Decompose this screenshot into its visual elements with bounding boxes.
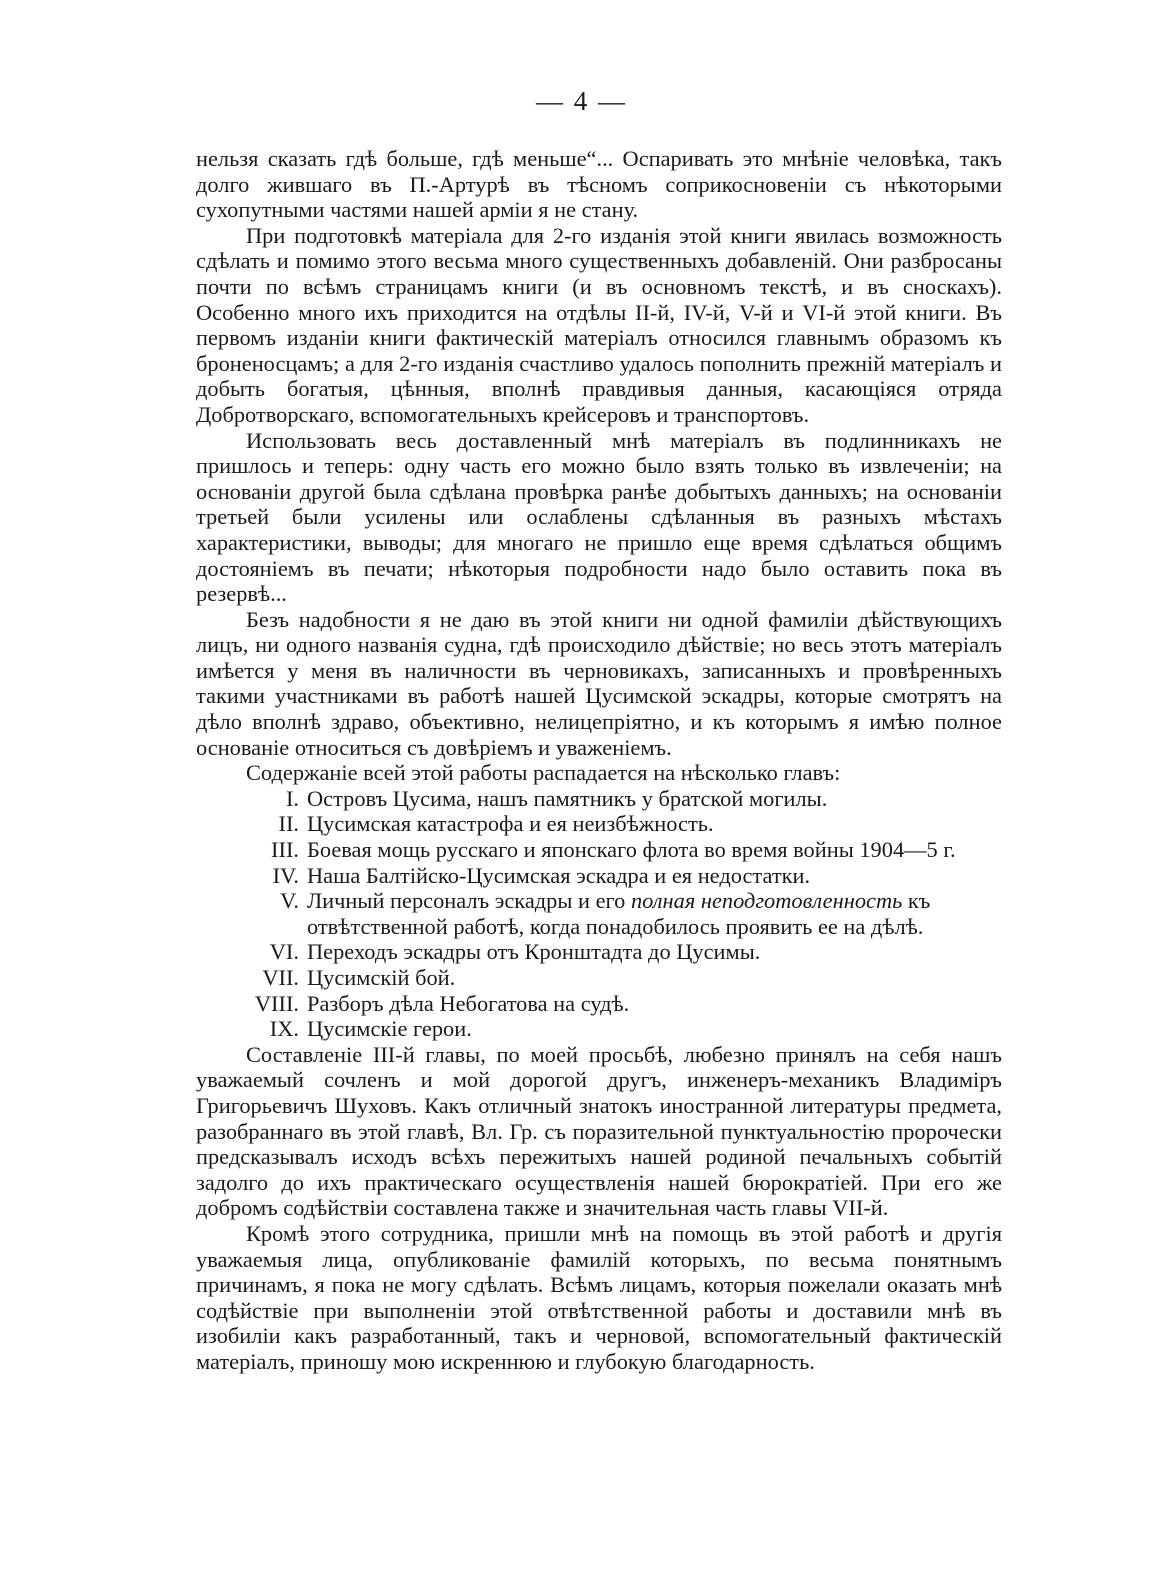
chapter-list [196,786,1002,1042]
chapter-title [307,811,1002,837]
chapter-number: V. [280,888,299,914]
paragraph: Составленіе III-й главы, по моей просьбѣ, любезно принялъ на себя нашъ уважаемый сочленъ и мой дорогой другъ, инженеръ-механикъ Владиміръ Григорьевичъ Шуховъ. Какъ отличный знатокъ иностранной литературы предмета, разобраннаго въ этой главѣ, Вл. Гр. съ поразительной пунктуальностію пророчески предсказывалъ исходъ всѣхъ пережитыхъ нашей родиной печальныхъ событій задолго до ихъ практическаго осуществленія нашей бюрократіей. При его же добромъ содѣйствіи составлена также и значительная часть главы VII-й. [196,1041,1002,1221]
chapter-number: II. [278,811,299,837]
chapter-title-text: Наша Балтійско-Цусимская эскадра и ея недостатки. [307,862,811,888]
chapter-number: VIII. [254,990,299,1016]
chapter-title-text: Переходъ эскадры отъ Кронштадта до Цусимы. [307,939,761,965]
chapter-title [307,786,1002,812]
chapter-title-text: Личный персоналъ эскадры и его [307,888,631,914]
chapter-title [307,888,1002,939]
chapter-item [196,811,1002,837]
chapter-number: I. [285,785,299,811]
chapter-title-continuation: къ отвѣтственной работѣ, когда понадобилось проявить ее на дѣлѣ. [307,888,931,939]
chapter-number: VII. [262,965,299,990]
paragraph: Кромѣ этого сотрудника, пришли мнѣ на помощь въ этой работѣ и другія уважаемыя лица, опубликованіе фамилій которыхъ, по весьма понятнымъ причинамъ, я пока не могу сдѣлать. Всѣмъ лицамъ, которыя пожелали оказать мнѣ содѣйствіе при выполненіи этой отвѣтственной работы и доставили мнѣ въ изобиліи какъ разработанный, такъ и черновой, вспомогательный фактическій матеріалъ, приношу мою искреннюю и глубокую благодарность. [196,1220,1002,1374]
chapter-number: IX. [269,1016,299,1042]
chapter-title [307,837,1002,863]
chapter-item [196,863,1002,889]
chapter-title [307,939,1002,965]
chapter-item [196,1016,1002,1042]
chapter-title [307,1016,1002,1042]
chapter-item [196,888,1002,939]
chapter-title-text: Цусимскій бой. [307,965,456,990]
chapter-number: IV. [272,862,299,888]
chapter-item [196,991,1002,1017]
chapter-item [196,965,1002,991]
paragraph: Безъ надобности я не даю въ этой книги ни одной фамиліи дѣйствующихъ лицъ, ни одного названія судна, гдѣ происходило дѣйствіе; но весь этотъ матеріалъ имѣется у меня въ наличности въ черновикахъ, записанныхъ и провѣренныхъ такими участниками въ работѣ нашей Цусимской эскадры, которые смотрятъ на дѣло вполнѣ здраво, объективно, нелицепріятно, и къ которымъ я имѣю полное основаніе относиться съ довѣріемъ и уваженіемъ. [196,606,1002,760]
chapter-title-text: Боевая мощь русскаго и японскаго флота во время войны 1904—5 г. [307,837,956,863]
chapter-title-text: Островъ Цусима, нашъ памятникъ у братской могилы. [307,785,828,811]
paragraph: Использовать весь доставленный мнѣ матеріалъ въ подлинникахъ не пришлось и теперь: одну часть его можно было взять только въ извлеченіи; на основаніи другой была сдѣлана провѣрка ранѣе добытыхъ данныхъ; на основаніи третьей были усилены или ослаблены сдѣланныя въ разныхъ мѣстахъ характеристики, выводы; для многаго не пришло еще время сдѣлаться общимъ достояніемъ въ печати; нѣкоторыя подробности надо было оставить пока въ резервѣ... [196,427,1002,607]
chapter-item [196,786,1002,812]
chapter-title-text: Цусимская катастрофа и ея неизбѣжность. [307,811,714,837]
paragraph: нельзя сказать гдѣ больше, гдѣ меньше“... Оспаривать это мнѣніе человѣка, такъ долго жившаго въ П.-Артурѣ въ тѣсномъ соприкосновеніи съ нѣкоторыми сухопутными частями нашей арміи я не стану. [196,146,1002,223]
chapter-title-text: Разборъ дѣла Небогатова на судѣ. [307,990,630,1016]
chapter-title [307,965,1002,991]
chapter-title [307,991,1002,1017]
paragraph: Содержаніе всей этой работы распадается на нѣсколько главъ: [246,760,841,786]
chapter-item [196,837,1002,863]
chapter-title [307,863,1002,889]
body-text [196,146,1002,1375]
chapter-title-emphasis: полная неподготовленность [630,888,903,914]
chapter-number: VI. [269,939,299,965]
page-number: — 4 — [536,86,627,116]
paragraph: При подготовкѣ матеріала для 2-го изданія этой книги явилась возможность сдѣлать и помимо этого весьма много существенныхъ добавленій. Они разбросаны почти по всѣмъ страницамъ книги (и въ основномъ текстѣ, и въ сноскахъ). Особенно много ихъ приходится на отдѣлы II-й, IV-й, V-й и VI-й этой книги. Въ первомъ изданіи книги фактическій матеріалъ относился главнымъ образомъ къ броненосцамъ; а для 2-го изданія счастливо удалось пополнить прежній матеріалъ и добыть богатыя, цѣнныя, вполнѣ правдивыя данныя, касающіяся отряда Добротворскаго, вспомогательныхъ крейсеровъ и транспортовъ. [196,222,1002,427]
chapter-number: III. [271,837,299,863]
chapter-title-text: Цусимскіе герои. [307,1016,472,1042]
chapter-item [196,939,1002,965]
